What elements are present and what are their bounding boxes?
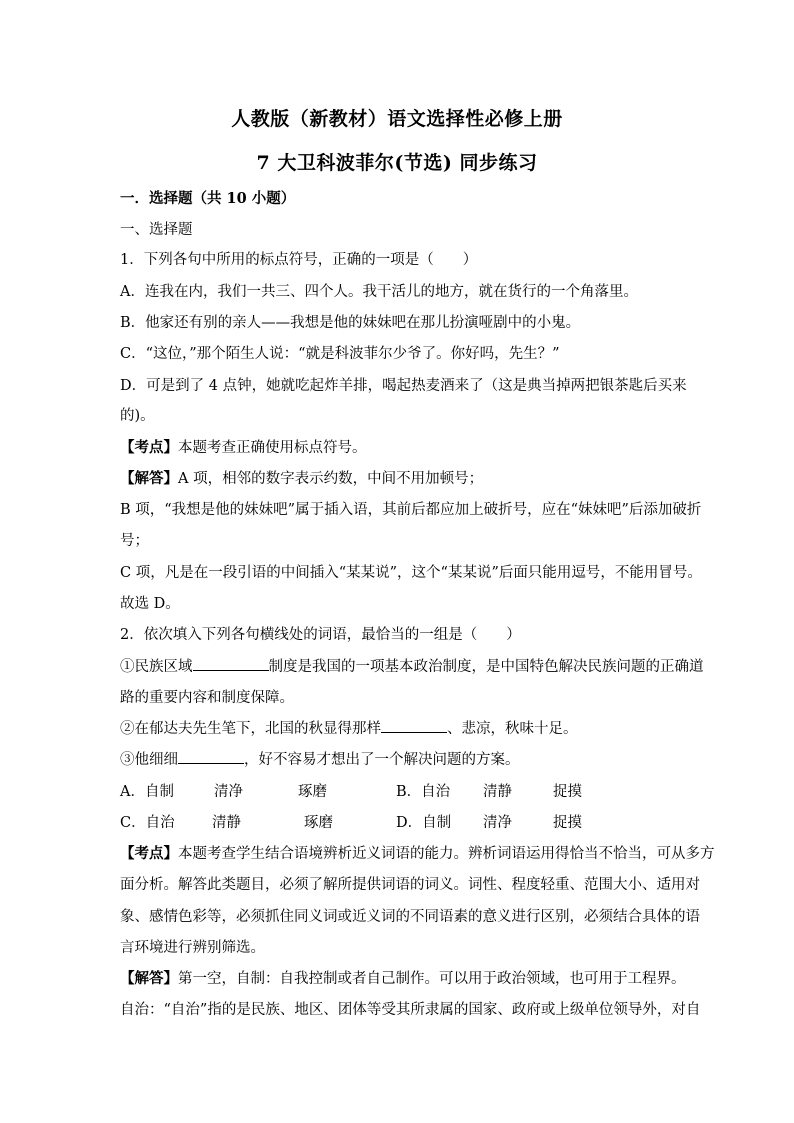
q2-sentence1 <box>120 655 704 676</box>
jieda-tag: 【解答】 <box>120 470 178 487</box>
kaodian-text: 本题考查学生结合语境辨析近义词语的能力。辨析词语运用得恰当不恰当，可从多方 <box>178 846 715 862</box>
q1-option-d-line2: 的)。 <box>120 408 155 424</box>
q2-option-d: D．自制 <box>396 815 452 831</box>
q2-s3-pre: ③他细细 <box>120 752 178 768</box>
q2-kaodian-line4: 言环境进行辨别筛选。 <box>120 940 265 956</box>
q2-option-c-word2: 清静 <box>212 815 241 831</box>
document-subtitle: 7 大卫科波菲尔(节选) 同步练习 <box>256 152 538 174</box>
jieda-tag: 【解答】 <box>120 970 178 987</box>
q2-option-b: B．自治 <box>396 784 451 800</box>
jieda-text: 第一空，自制：自我控制或者自己制作。可以用于政治领域，也可用于工程界。 <box>178 971 686 987</box>
answer-blank <box>178 749 244 764</box>
q2-option-b-word2: 清静 <box>483 784 512 800</box>
q2-option-c-word3: 琢磨 <box>304 815 333 831</box>
q2-sentence3 <box>120 748 520 769</box>
q2-option-a-word2: 清净 <box>214 784 243 800</box>
q2-sentence1-line2: 路的重要内容和制度保障。 <box>120 690 294 706</box>
q2-option-b-word3: 捉摸 <box>553 784 582 800</box>
q2-kaodian <box>120 842 715 863</box>
q2-kaodian-line3: 象、感情色彩等，必须抓住同义词或近义词的不同语素的意义进行区别，必须结合具体的语 <box>120 909 700 925</box>
section-subheading: 一、选择题 <box>120 222 193 238</box>
q1-jieda <box>120 467 483 488</box>
jieda-text: A 项，相邻的数字表示约数，中间不用加顿号； <box>178 471 484 487</box>
answer-blank <box>193 656 269 671</box>
q2-jieda <box>120 967 686 988</box>
q1-jieda-line4: C 项，凡是在一段引语的中间插入“某某说”，这个“某某说”后面只能用逗号，不能用冒号。 <box>120 565 702 581</box>
q2-s1-pre: ①民族区域 <box>120 659 193 675</box>
q1-jieda-line2: B 项，“我想是他的妹妹吧”属于插入语，其前后都应加上破折号，应在“妹妹吧”后添加破折 <box>120 502 702 518</box>
q2-option-a: A．自制 <box>120 784 174 800</box>
q1-kaodian <box>120 436 367 457</box>
q2-jieda-line2: 自治：“自治”指的是民族、地区、团体等受其所隶属的国家、政府或上级单位领导外，对自 <box>120 1002 701 1018</box>
q1-option-c: C．“这位，”那个陌生人说：“就是科波菲尔少爷了。你好吗，先生？” <box>120 346 560 362</box>
document-title: 人教版（新教材）语文选择性必修上册 <box>231 108 563 130</box>
kaodian-tag: 【考点】 <box>120 845 178 862</box>
q2-kaodian-line2: 面分析。解答此类题目，必须了解所提供词语的词义。词性、程度轻重、范围大小、适用对 <box>120 877 700 893</box>
q1-jieda-line5: 故选 D。 <box>120 596 180 612</box>
kaodian-text: 本题考查正确使用标点符号。 <box>178 440 367 456</box>
q2-s2-pre: ②在郁达夫先生笔下，北国的秋显得那样 <box>120 721 381 737</box>
q1-option-a: A．连我在内，我们一共三、四个人。我干活儿的地方，就在货行的一个角落里。 <box>120 284 638 300</box>
answer-blank <box>381 718 447 733</box>
q2-option-d-word2: 清净 <box>483 815 512 831</box>
q1-stem: 1．下列各句中所用的标点符号，正确的一项是（ ） <box>120 252 478 268</box>
q2-s3-post: ，好不容易才想出了一个解决问题的方案。 <box>244 752 520 768</box>
q1-option-b: B．他家还有别的亲人——我想是他的妹妹吧在那儿扮演哑剧中的小鬼。 <box>120 315 581 331</box>
section-heading: 一．选择题（共 10 小题） <box>120 190 296 207</box>
q1-jieda-line3: 号； <box>120 533 149 549</box>
q2-option-a-word3: 琢磨 <box>298 784 327 800</box>
q1-option-d-line1: D．可是到了 4 点钟，她就吃起炸羊排，喝起热麦酒来了（这是典当掉两把银茶匙后买来 <box>120 378 687 394</box>
kaodian-tag: 【考点】 <box>120 439 178 456</box>
q2-option-d-word3: 捉摸 <box>553 815 582 831</box>
q2-stem: 2．依次填入下列各句横线处的词语，最恰当的一组是（ ） <box>120 627 521 643</box>
q2-option-c: C．自治 <box>120 815 175 831</box>
q2-s2-post: 、悲凉，秋味十足。 <box>447 721 578 737</box>
q2-s1-post: 制度是我国的一项基本政治制度，是中国特色解决民族问题的正确道 <box>268 659 704 675</box>
q2-sentence2 <box>120 717 578 738</box>
